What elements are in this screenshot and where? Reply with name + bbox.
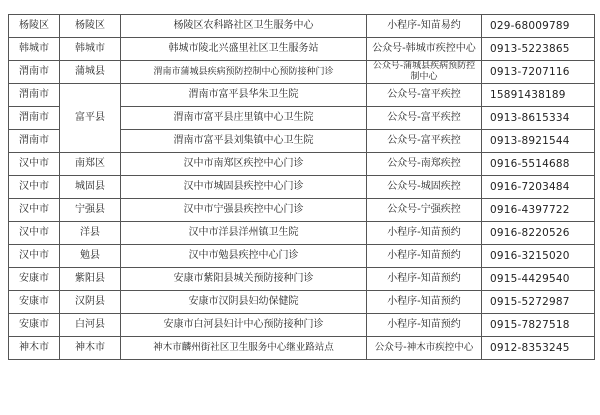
phone-cell: 0912-8353245 (482, 337, 595, 360)
district-cell: 勉县 (60, 245, 121, 268)
district-cell: 南郑区 (60, 153, 121, 176)
phone-cell: 0913-8615334 (482, 107, 595, 130)
clinic-cell: 安康市汉阴县妇幼保健院 (121, 291, 367, 314)
booking-channel-cell: 小程序-知苗预约 (367, 314, 482, 337)
booking-channel-cell: 公众号-宁强疾控 (367, 199, 482, 222)
booking-channel-cell: 公众号-蒲城县疾病预防控制中心 (367, 61, 482, 84)
city-cell: 安康市 (9, 268, 60, 291)
booking-channel-cell: 公众号-神木市疾控中心 (367, 337, 482, 360)
phone-cell: 0915-5272987 (482, 291, 595, 314)
phone-cell: 0916-7203484 (482, 176, 595, 199)
vaccination-sites-table (8, 14, 595, 360)
table-row (9, 268, 595, 291)
clinic-cell: 汉中市洋县洋州镇卫生院 (121, 222, 367, 245)
clinic-cell: 安康市紫阳县城关预防接种门诊 (121, 268, 367, 291)
district-cell: 洋县 (60, 222, 121, 245)
phone-cell: 0913-7207116 (482, 61, 595, 84)
clinic-cell: 渭南市富平县庄里镇中心卫生院 (121, 107, 367, 130)
district-cell: 富平县 (60, 84, 121, 153)
district-cell: 杨陵区 (60, 15, 121, 38)
phone-cell: 0915-4429540 (482, 268, 595, 291)
table-row (9, 314, 595, 337)
booking-channel-cell: 公众号-南郑疾控 (367, 153, 482, 176)
booking-channel-cell: 小程序-知苗预约 (367, 222, 482, 245)
district-cell: 紫阳县 (60, 268, 121, 291)
city-cell: 渭南市 (9, 130, 60, 153)
city-cell: 汉中市 (9, 245, 60, 268)
clinic-cell: 杨陵区农科路社区卫生服务中心 (121, 15, 367, 38)
table-row (9, 222, 595, 245)
clinic-cell: 安康市白河县妇计中心预防接种门诊 (121, 314, 367, 337)
clinic-cell: 渭南市富平县刘集镇中心卫生院 (121, 130, 367, 153)
booking-channel-cell: 公众号-富平疾控 (367, 130, 482, 153)
clinic-cell: 渭南市蒲城县疾病预防控制中心预防接种门诊 (121, 61, 367, 84)
city-cell: 杨陵区 (9, 15, 60, 38)
district-cell: 神木市 (60, 337, 121, 360)
table-row (9, 176, 595, 199)
clinic-cell: 汉中市城固县疾控中心门诊 (121, 176, 367, 199)
booking-channel-cell: 公众号-富平疾控 (367, 107, 482, 130)
clinic-cell: 汉中市南郑区疾控中心门诊 (121, 153, 367, 176)
clinic-cell: 渭南市富平县华朱卫生院 (121, 84, 367, 107)
city-cell: 安康市 (9, 291, 60, 314)
booking-channel-cell: 小程序-知苗预约 (367, 268, 482, 291)
city-cell: 渭南市 (9, 61, 60, 84)
district-cell: 宁强县 (60, 199, 121, 222)
table-row (9, 61, 595, 84)
phone-cell: 0916-5514688 (482, 153, 595, 176)
phone-cell: 0913-8921544 (482, 130, 595, 153)
phone-cell: 029-68009789 (482, 15, 595, 38)
phone-cell: 0916-4397722 (482, 199, 595, 222)
city-cell: 汉中市 (9, 222, 60, 245)
city-cell: 汉中市 (9, 199, 60, 222)
phone-cell: 0916-8220526 (482, 222, 595, 245)
clinic-cell: 汉中市宁强县疾控中心门诊 (121, 199, 367, 222)
booking-channel-cell: 公众号-富平疾控 (367, 84, 482, 107)
phone-cell: 0916-3215020 (482, 245, 595, 268)
city-cell: 神木市 (9, 337, 60, 360)
table-row (9, 337, 595, 360)
table-row (9, 38, 595, 61)
booking-channel-cell: 小程序-知苗易约 (367, 15, 482, 38)
city-cell: 汉中市 (9, 153, 60, 176)
table-row (9, 291, 595, 314)
city-cell: 韩城市 (9, 38, 60, 61)
phone-cell: 0913-5223865 (482, 38, 595, 61)
district-cell: 韩城市 (60, 38, 121, 61)
district-cell: 白河县 (60, 314, 121, 337)
clinic-cell: 韩城市陵北兴盛里社区卫生服务站 (121, 38, 367, 61)
booking-channel-cell: 小程序-知苗预约 (367, 245, 482, 268)
table-row (9, 199, 595, 222)
phone-cell: 0915-7827518 (482, 314, 595, 337)
table-row (9, 15, 595, 38)
table-row (9, 245, 595, 268)
booking-channel-cell: 小程序-知苗预约 (367, 291, 482, 314)
phone-cell: 15891438189 (482, 84, 595, 107)
city-cell: 汉中市 (9, 176, 60, 199)
table-row (9, 84, 595, 107)
booking-channel-cell: 公众号-韩城市疾控中心 (367, 38, 482, 61)
district-cell: 汉阴县 (60, 291, 121, 314)
district-cell: 城固县 (60, 176, 121, 199)
table-row (9, 153, 595, 176)
city-cell: 渭南市 (9, 84, 60, 107)
city-cell: 安康市 (9, 314, 60, 337)
booking-channel-cell: 公众号-城固疾控 (367, 176, 482, 199)
district-cell: 蒲城县 (60, 61, 121, 84)
clinic-cell: 神木市麟州街社区卫生服务中心继业路站点 (121, 337, 367, 360)
clinic-cell: 汉中市勉县疾控中心门诊 (121, 245, 367, 268)
city-cell: 渭南市 (9, 107, 60, 130)
